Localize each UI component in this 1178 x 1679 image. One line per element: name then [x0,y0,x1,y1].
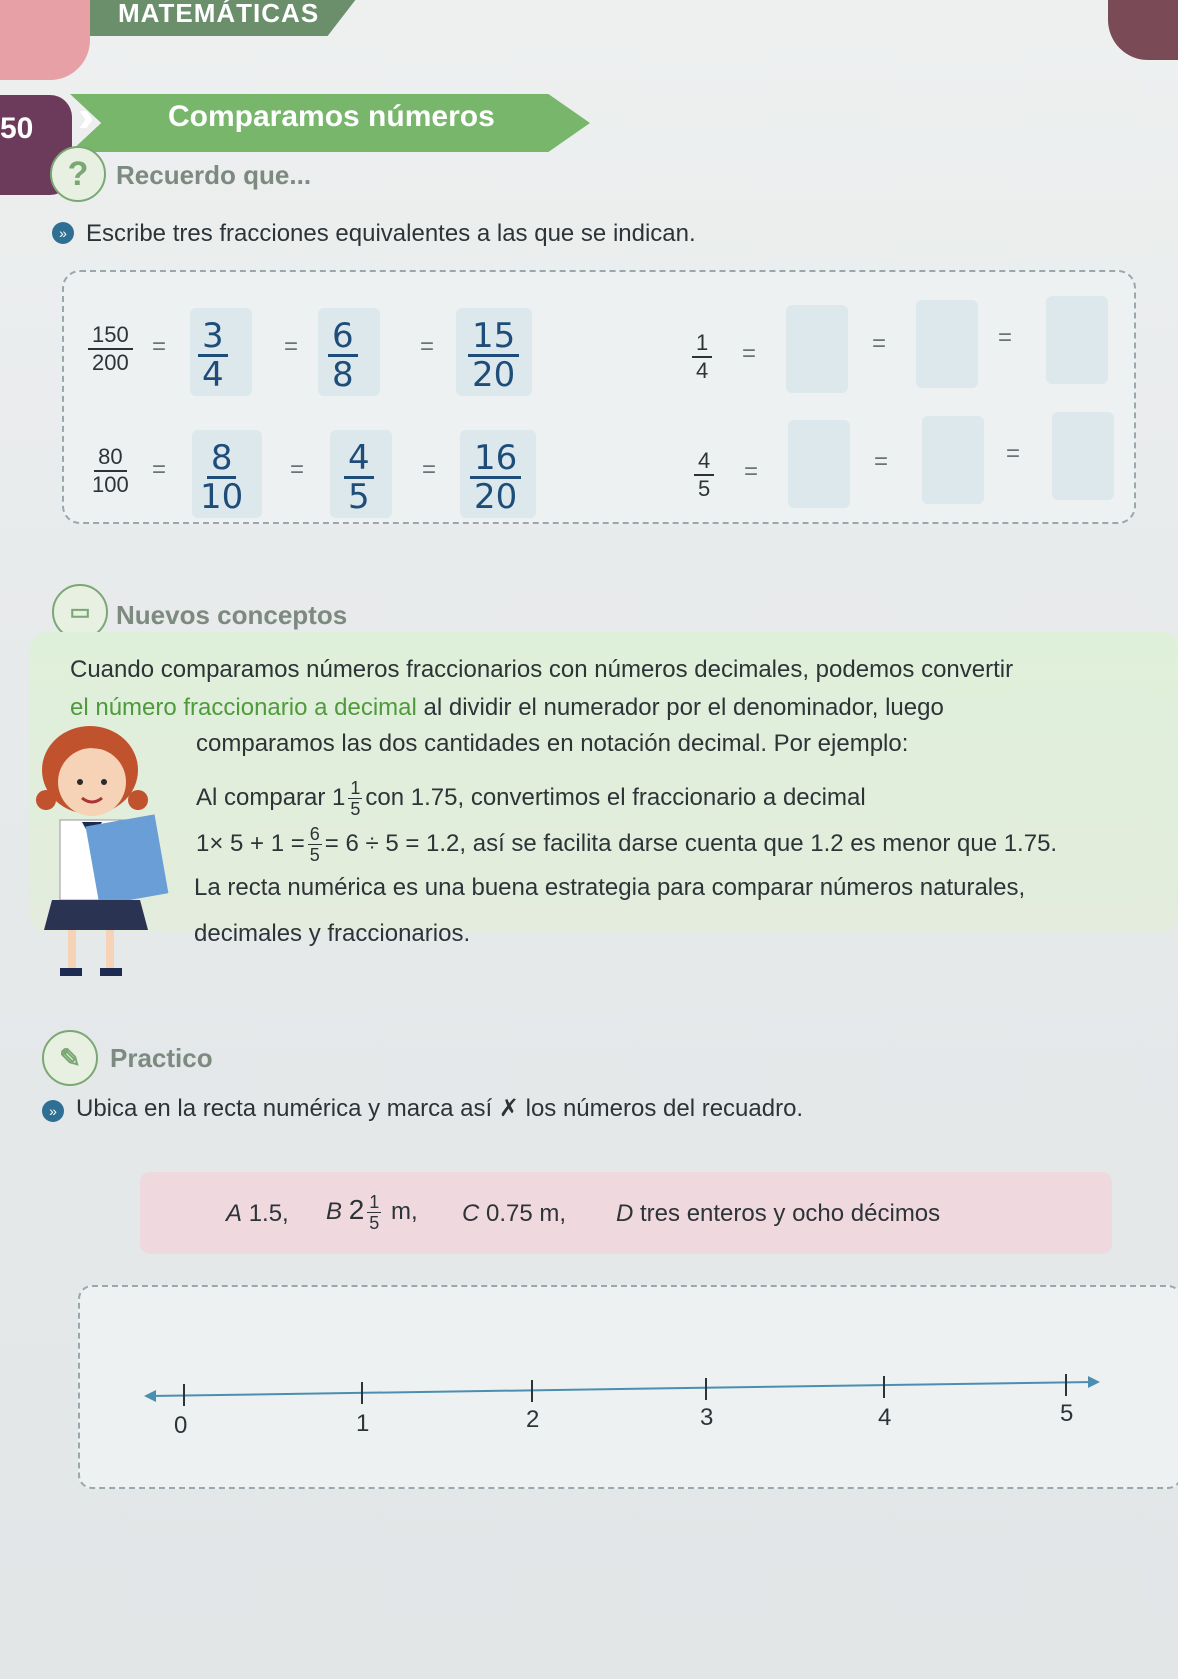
tick-label-5: 5 [1060,1400,1074,1427]
pencil-icon: ✎ [42,1030,98,1086]
recuerdo-instruction: Escribe tres fracciones equivalentes a las que se indican. [86,220,696,247]
bullet-arrow-icon: » [52,222,74,244]
equals-sign: = [874,448,889,475]
highlight-text: el número fraccionario a decimal [70,694,417,721]
equals-sign: = [420,333,435,360]
arrow-left-icon [144,1390,156,1402]
equals-sign: = [742,340,757,367]
chevron-right-icon: ››› [78,92,80,141]
recuerdo-label: Recuerdo que... [116,160,312,190]
item-c: C 0.75 m, [462,1200,567,1227]
concept-text: decimales y fraccionarios. [194,920,471,947]
page-title: Comparamos números [168,100,495,133]
concept-example: 1× 5 + 1 = $\frac{6}{5}$ = 6 ÷ 5 = 1.2, así se facilita darse cuenta que 1.2 es menor que 1.75. [196,824,1058,865]
book-icon: ▭ [52,584,108,640]
given-fraction: $\frac{150}{200}$ [88,322,133,376]
given-fraction: $\frac{80}{100}$ [92,444,129,497]
practico-label: Practico [110,1043,213,1073]
tick-label-2: 2 [526,1406,540,1433]
handwritten-answer: $\frac{3}{4}$ [198,318,228,393]
concept-text: La recta numérica es una buena estrategia para comparar números naturales, [194,874,1026,901]
equals-sign: = [152,333,167,360]
tick-label-3: 3 [700,1404,714,1431]
equals-sign: = [290,456,305,483]
item-d: D tres enteros y ocho décimos [616,1200,941,1227]
page-number: 50 [0,112,34,145]
equals-sign: = [152,456,167,483]
given-fraction: $\frac{4}{5}$ [694,448,714,502]
question-icon: ? [50,146,106,202]
item-b: B 2 $\frac{1}{5}$ m, [326,1192,418,1233]
equals-sign: = [284,333,299,360]
tick-label-1: 1 [356,1410,370,1437]
handwritten-answer: $\frac{15}{20}$ [468,318,519,393]
bullet-arrow-icon: » [42,1100,64,1122]
equals-sign: = [872,330,887,357]
arrow-right-icon [1088,1376,1100,1388]
concept-text: comparamos las dos cantidades en notación decimal. Por ejemplo: [196,730,909,757]
handwritten-answer: $\frac{8}{10}$ [200,438,244,517]
practico-instruction: Ubica en la recta numérica y marca así ✗ los números del recuadro. [76,1095,804,1122]
tick-label-4: 4 [878,1404,892,1431]
given-fraction: $\frac{1}{4}$ [692,330,712,384]
equals-sign: = [1006,440,1021,467]
equals-sign: = [998,324,1013,351]
concept-example: Al comparar 1 $\frac{1}{5}$ con 1.75, convertimos el fraccionario a decimal [196,778,866,819]
concept-text: el número fraccionario a decimal al dividir el numerador por el denominador, luego [70,694,944,721]
item-a: A 1.5, [226,1200,289,1227]
number-line-axis [150,1382,1094,1396]
equals-sign: = [744,458,759,485]
tick-label-0: 0 [174,1412,188,1439]
subject-title: MATEMÁTICAS [118,0,320,28]
concept-text: Cuando comparamos números fraccionarios con números decimales, podemos convertir [70,656,1014,683]
handwritten-answer: $\frac{6}{8}$ [328,318,358,393]
equals-sign: = [422,456,437,483]
nuevos-label: Nuevos conceptos [116,600,348,630]
handwritten-answer: $\frac{4}{5}$ [344,440,374,515]
handwritten-answer: $\frac{16}{20}$ [470,440,521,515]
